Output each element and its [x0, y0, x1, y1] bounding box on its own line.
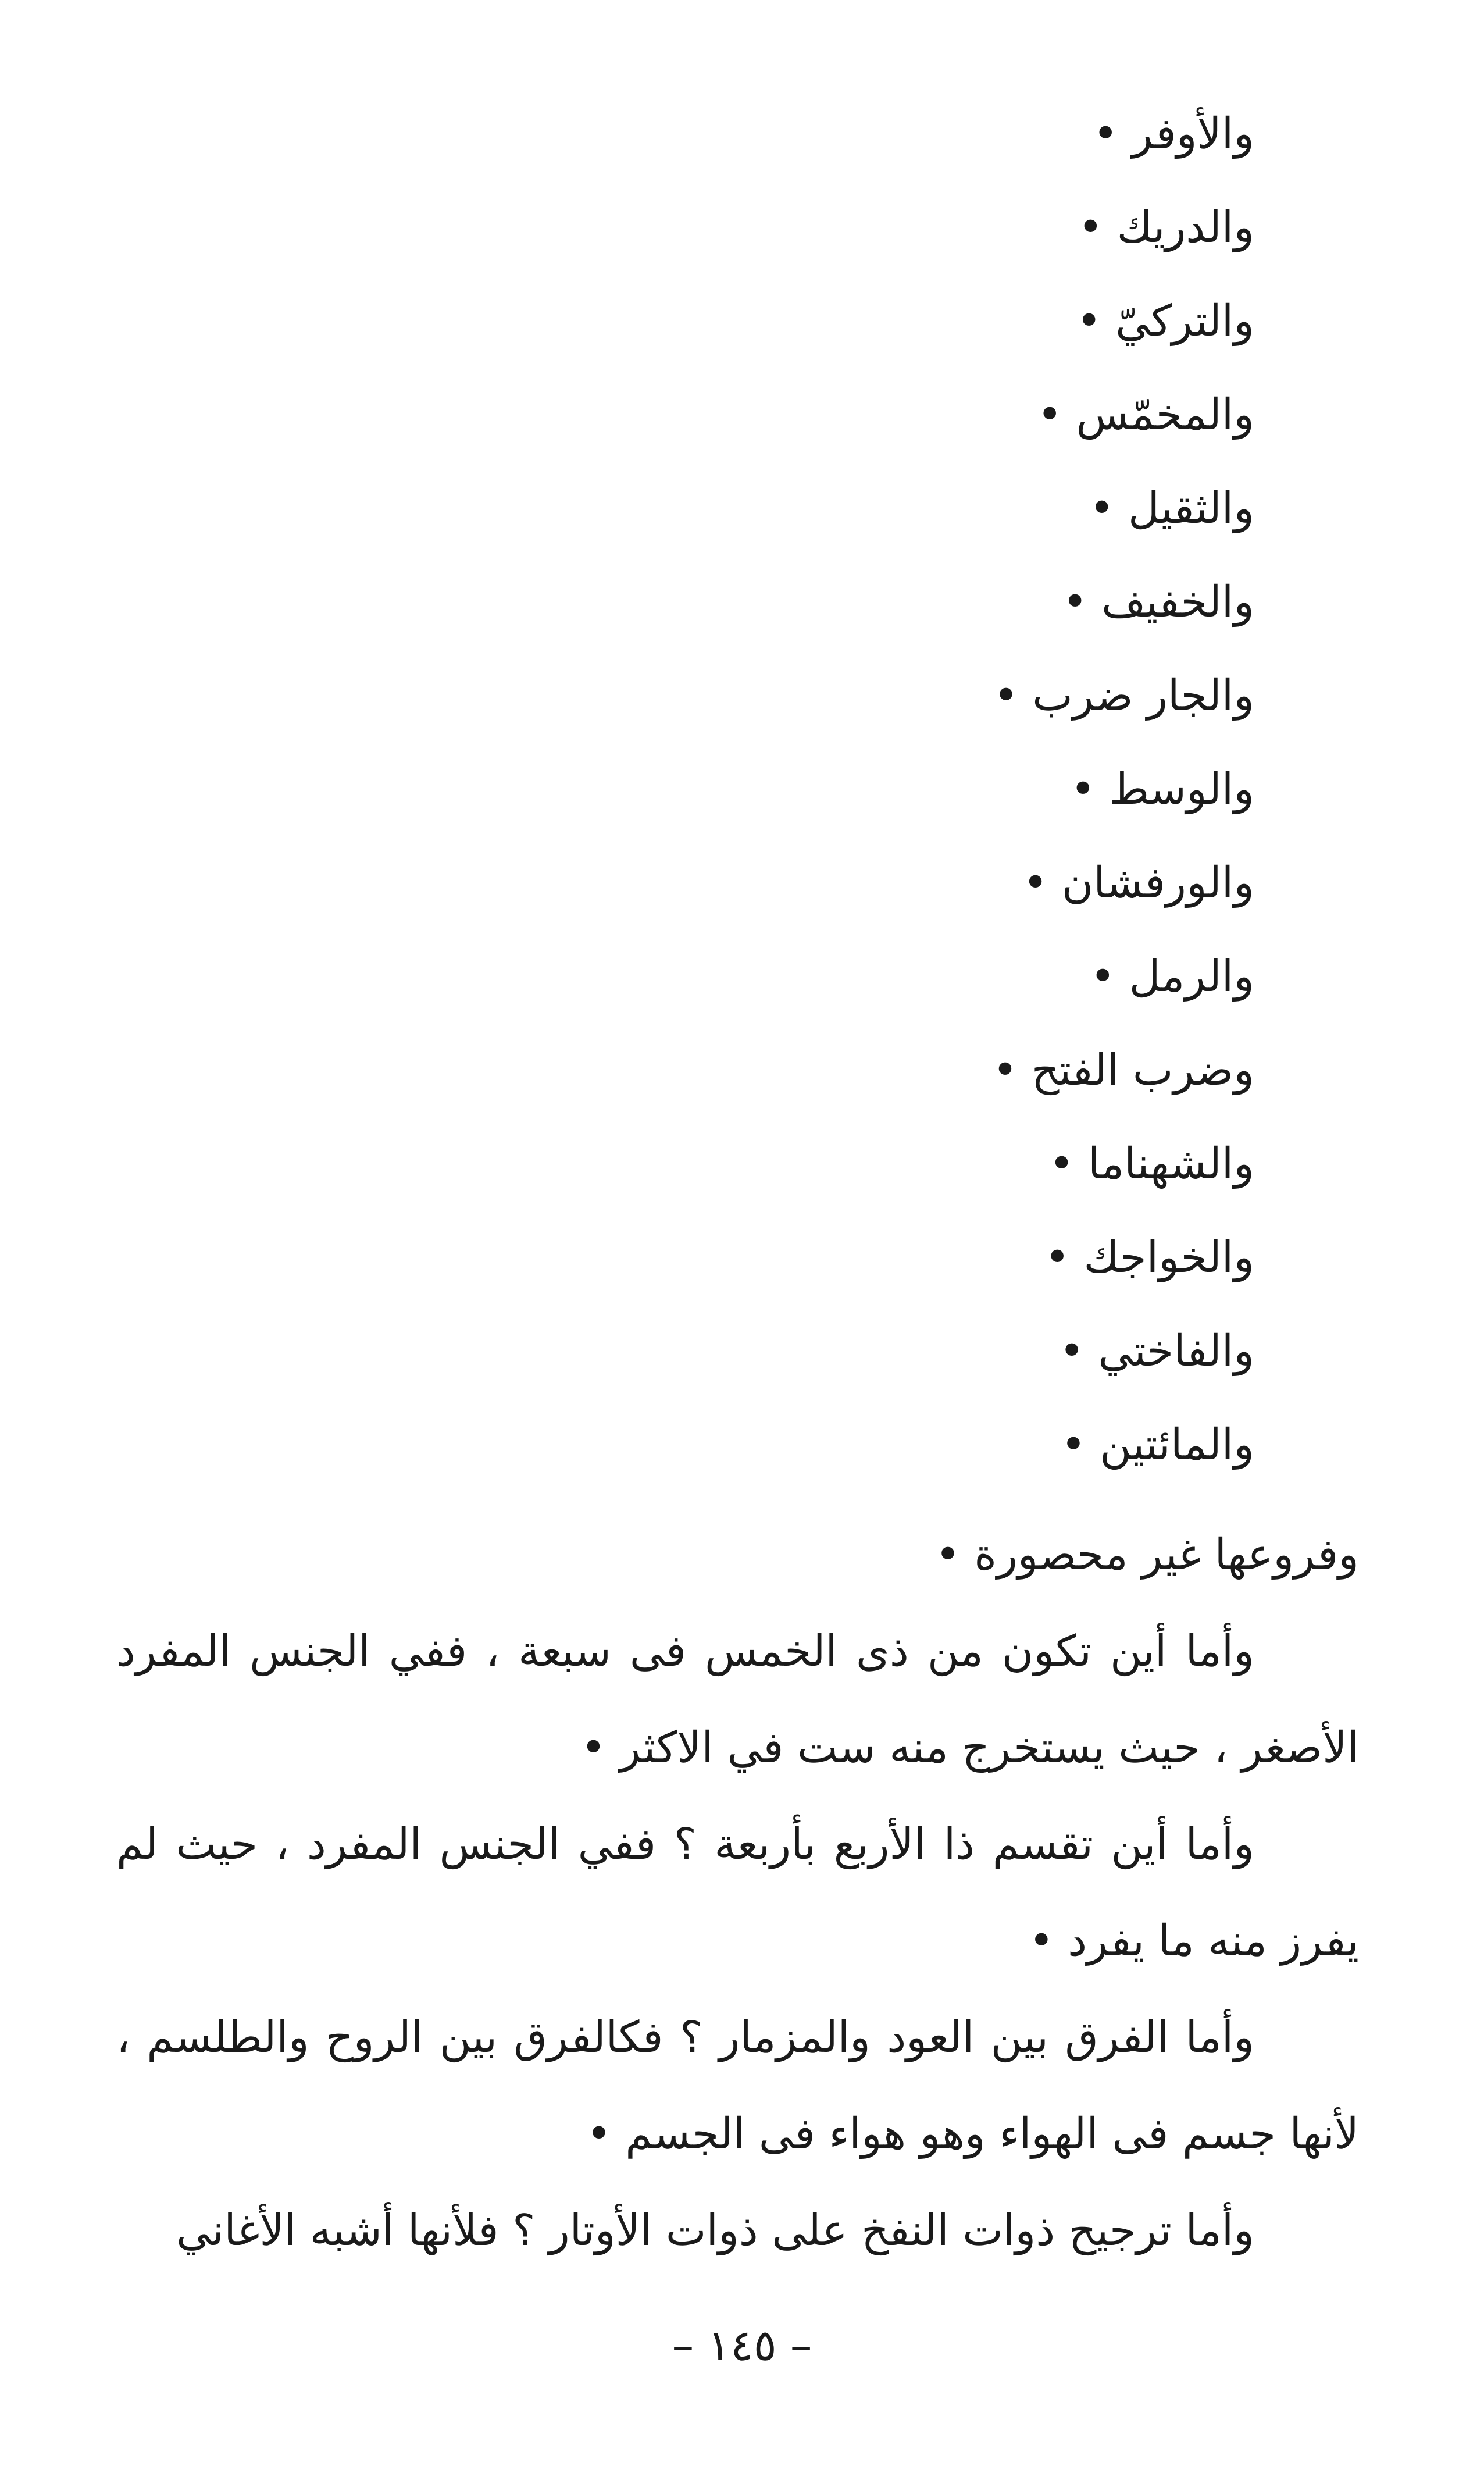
list-item: والمخمّس •	[1037, 390, 1254, 440]
list-item: والمائتين •	[1061, 1420, 1254, 1470]
list-item: وضرب الفتح •	[992, 1045, 1254, 1095]
list-item: والخواجك •	[1044, 1232, 1254, 1282]
list-item: والجار ضرب •	[993, 671, 1254, 721]
list-item: والوسط •	[1070, 764, 1254, 814]
list-item: والرمل •	[1090, 952, 1254, 1002]
list-item: والثقيل •	[1089, 483, 1254, 533]
paragraph: وأما الفرق بين العود والمزمار ؟ فكالفرق بين الروح والطلسم ، لأنها جسم فى الهواء وهو هواء فى الجسم •	[116, 2012, 1359, 2159]
rhythm-list	[556, 87, 1254, 1492]
body-text	[116, 1506, 1359, 2279]
paragraph: وأما أين تكون من ذى الخمس فى سبعة ، ففي الجنس المفرد الأصغر ، حيث يستخرج منه ست في الاكثر •	[116, 1626, 1359, 1773]
list-item: والفاختي •	[1059, 1326, 1254, 1376]
paragraph: وأما أين تقسم ذا الأربع بأربعة ؟ ففي الجنس المفرد ، حيث لم يفرز منه ما يفرد •	[116, 1819, 1359, 1966]
list-item: والشهناما •	[1048, 1139, 1254, 1189]
list-item: والدريك •	[1078, 202, 1254, 252]
list-item: والخفيف •	[1062, 577, 1254, 627]
page-number: – ١٤٥ –	[672, 2321, 812, 2371]
closing-line: وفروعها غير محصورة •	[935, 1530, 1359, 1580]
list-item: والتركيّ •	[1076, 296, 1254, 346]
paragraph: وأما ترجيح ذوات النفخ على ذوات الأوتار ؟ فلأنها أشبه الأغاني	[176, 2205, 1254, 2255]
list-item: والورفشان •	[1022, 858, 1254, 908]
list-item: والأوفر •	[1093, 109, 1254, 159]
